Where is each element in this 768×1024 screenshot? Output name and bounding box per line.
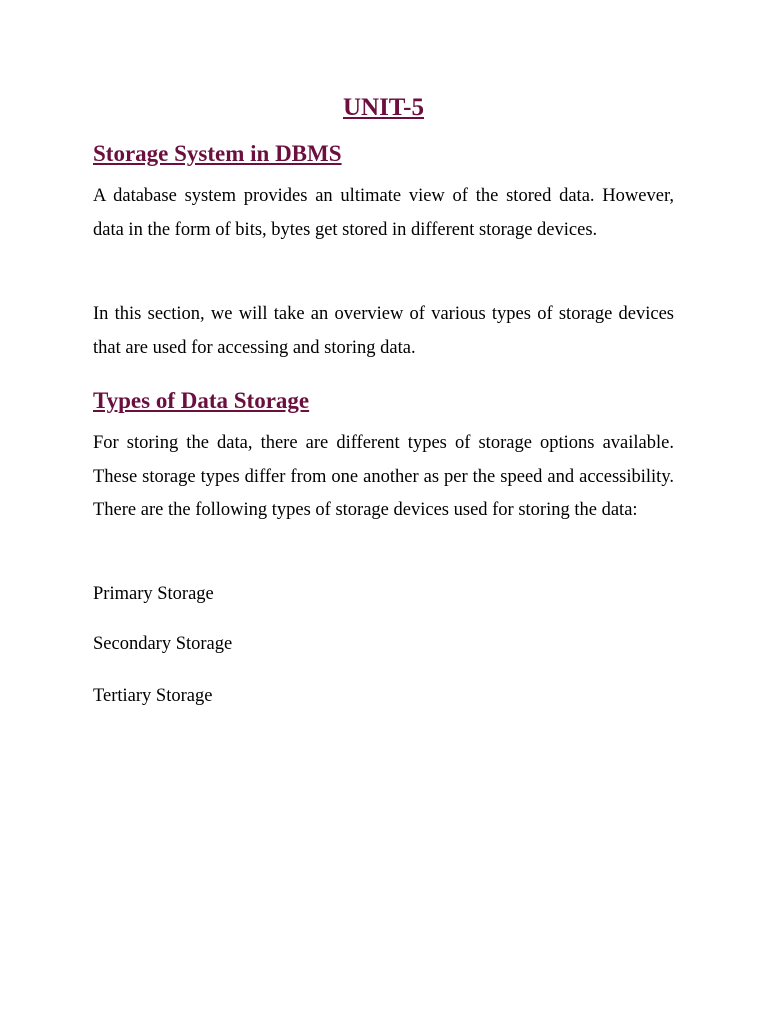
paragraph-types-intro: For storing the data, there are different types of storage options available. These storage types differ from one another as per the speed and accessibility. There are the following types of storage devices used for storing the data:: [93, 433, 674, 520]
paragraph-overview: In this section, we will take an overview of various types of storage devices that are used for accessing and storing data.: [93, 304, 674, 358]
list-item-secondary-storage: Secondary Storage: [93, 634, 233, 654]
paragraph-intro: A database system provides an ultimate view of the stored data. However, data in the form of bits, bytes get stored in different storage devices.: [93, 186, 674, 240]
list-item-tertiary-storage: Tertiary Storage: [93, 686, 213, 706]
unit-title: UNIT-5: [342, 94, 425, 121]
section-heading-types-of-storage: Types of Data Storage: [93, 388, 310, 413]
list-item-primary-storage: Primary Storage: [93, 584, 214, 604]
section-heading-storage-system: Storage System in DBMS: [93, 141, 342, 166]
